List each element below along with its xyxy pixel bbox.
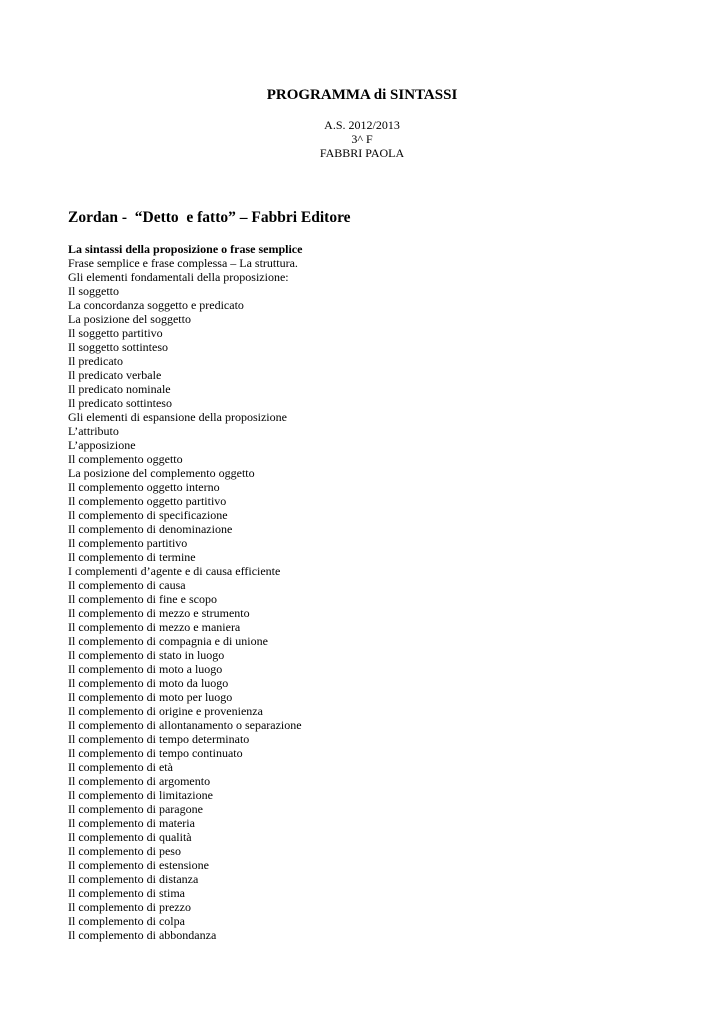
- syllabus-list: [68, 256, 688, 942]
- list-item: Il complemento di mezzo e maniera: [68, 620, 241, 634]
- list-item: Frase semplice e frase complessa – La struttura.: [68, 256, 298, 270]
- list-item: La posizione del complemento oggetto: [68, 466, 255, 480]
- list-item: Il complemento di qualità: [68, 830, 192, 844]
- list-item: La concordanza soggetto e predicato: [68, 298, 244, 312]
- list-item: Il complemento di abbondanza: [68, 928, 217, 942]
- document-meta: [0, 118, 724, 160]
- list-item: Il complemento di compagnia e di unione: [68, 634, 268, 648]
- list-item: Il complemento di distanza: [68, 872, 199, 886]
- section-heading: La sintassi della proposizione o frase semplice: [68, 242, 303, 256]
- list-item: Il soggetto sottinteso: [68, 340, 168, 354]
- list-item: I complementi d’agente e di causa efficiente: [68, 564, 281, 578]
- list-item: Il complemento di materia: [68, 816, 195, 830]
- list-item: Il complemento di tempo continuato: [68, 746, 243, 760]
- list-item: Il predicato verbale: [68, 368, 162, 382]
- list-item: Il complemento partitivo: [68, 536, 188, 550]
- list-item: Il complemento di colpa: [68, 914, 185, 928]
- list-item: Il complemento di stato in luogo: [68, 648, 225, 662]
- list-item: Il complemento di prezzo: [68, 900, 191, 914]
- list-item: Gli elementi di espansione della proposizione: [68, 410, 287, 424]
- list-item: Il predicato sottinteso: [68, 396, 172, 410]
- school-year: A.S. 2012/2013: [324, 118, 400, 132]
- teacher-name: FABBRI PAOLA: [319, 146, 405, 160]
- list-item: La posizione del soggetto: [68, 312, 191, 326]
- list-item: Il complemento oggetto: [68, 452, 183, 466]
- list-item: Il complemento di peso: [68, 844, 181, 858]
- list-item: L’apposizione: [68, 438, 136, 452]
- list-item: Il complemento oggetto partitivo: [68, 494, 227, 508]
- list-item: Il complemento di causa: [68, 578, 186, 592]
- list-item: Il complemento di mezzo e strumento: [68, 606, 250, 620]
- list-item: Il predicato: [68, 354, 123, 368]
- list-item: Il complemento di limitazione: [68, 788, 213, 802]
- list-item: Il predicato nominale: [68, 382, 171, 396]
- class-name: 3^ F: [351, 132, 373, 146]
- list-item: Il complemento di moto da luogo: [68, 676, 229, 690]
- list-item: Il complemento di argomento: [68, 774, 211, 788]
- list-item: Il complemento di moto per luogo: [68, 690, 233, 704]
- list-item: Gli elementi fondamentali della proposizione:: [68, 270, 289, 284]
- book-title: Zordan - “Detto e fatto” – Fabbri Editore: [68, 209, 351, 226]
- list-item: Il complemento di estensione: [68, 858, 209, 872]
- list-item: Il complemento di origine e provenienza: [68, 704, 263, 718]
- list-item: Il complemento di denominazione: [68, 522, 233, 536]
- list-item: Il soggetto partitivo: [68, 326, 163, 340]
- page-title: PROGRAMMA di SINTASSI: [266, 87, 458, 103]
- list-item: Il soggetto: [68, 284, 119, 298]
- list-item: Il complemento di allontanamento o separazione: [68, 718, 302, 732]
- list-item: Il complemento di moto a luogo: [68, 662, 223, 676]
- list-item: Il complemento di specificazione: [68, 508, 228, 522]
- list-item: Il complemento di età: [68, 760, 173, 774]
- list-item: Il complemento di fine e scopo: [68, 592, 217, 606]
- syllabus-content: [68, 242, 688, 942]
- list-item: Il complemento di termine: [68, 550, 196, 564]
- list-item: Il complemento di tempo determinato: [68, 732, 250, 746]
- list-item: Il complemento di paragone: [68, 802, 203, 816]
- list-item: Il complemento oggetto interno: [68, 480, 220, 494]
- list-item: L’attributo: [68, 424, 119, 438]
- list-item: Il complemento di stima: [68, 886, 185, 900]
